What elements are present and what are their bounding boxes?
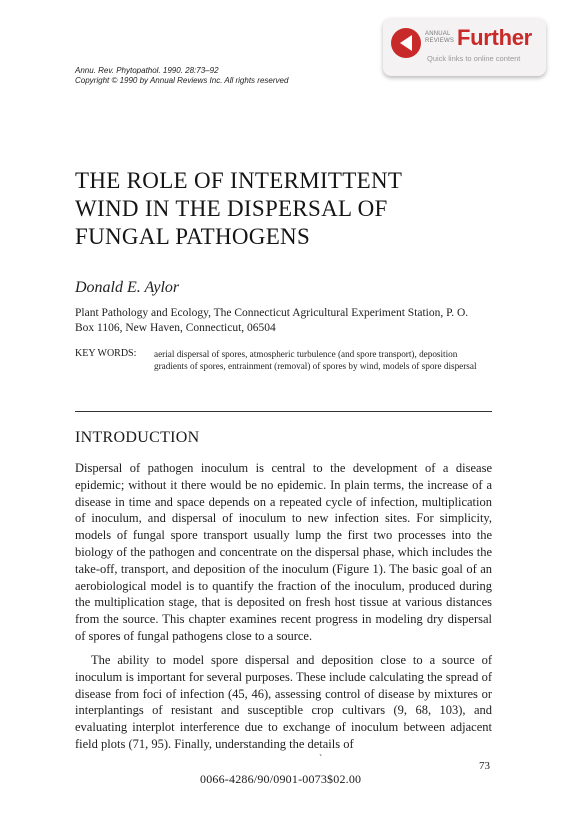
citation <box>75 66 288 86</box>
badge-small-line2: REVIEWS <box>425 38 455 44</box>
divider <box>75 411 492 412</box>
footer-mark: ` <box>319 754 323 765</box>
affiliation <box>75 306 495 336</box>
badge-tagline: Quick links to online content <box>427 54 521 63</box>
further-badge[interactable] <box>383 18 546 76</box>
title-line3: FUNGAL PATHOGENS <box>75 224 311 249</box>
keywords-label: KEY WORDS: <box>75 348 137 359</box>
article-title <box>75 167 495 251</box>
issn-code: 0066-4286/90/0901-0073$02.00 <box>200 772 362 786</box>
section-heading: INTRODUCTION <box>75 429 200 446</box>
badge-small-line1: ANNUAL <box>425 31 451 37</box>
affiliation-line1: Plant Pathology and Ecology, The Connecticut Agricultural Experiment Station, P. O. <box>75 307 469 319</box>
citation-line1: Annu. Rev. Phytopathol. 1990. 28:73–92 <box>75 66 219 75</box>
page-number: 73 <box>479 760 490 772</box>
body-paragraph-2: The ability to model spore dispersal and deposition close to a source of inoculum is important for several purposes. These include calculating the spread of disease from foci of infection (45, 46), assessing control of disease by mixtures or interplantings of resistant and susceptible crop cultivars (9, 68, 103), and evaluating interplot interference due to exchange of inoculum between adjacent field plots (71, 95). Finally, understanding the details of <box>75 653 492 751</box>
badge-word: Further <box>457 25 532 50</box>
badge-small-text <box>425 31 454 45</box>
keywords-text: aerial dispersal of spores, atmospheric turbulence (and spore transport), deposition gradients of spores, entrainment (removal) of spores by wind, models of spore dispersal <box>154 349 477 371</box>
title-line2: WIND IN THE DISPERSAL OF <box>75 196 388 221</box>
author: Donald E. Aylor <box>75 279 180 296</box>
arrow-left-icon <box>391 28 421 58</box>
citation-line2: Copyright © 1990 by Annual Reviews Inc. All rights reserved <box>75 76 289 85</box>
affiliation-line2: Box 1106, New Haven, Connecticut, 06504 <box>75 322 276 334</box>
title-line1: THE ROLE OF INTERMITTENT <box>75 168 403 193</box>
body-paragraph-1: Dispersal of pathogen inoculum is central to the development of a disease epidemic; without it there would be no epidemic. In plain terms, the increase of a disease in time and space depends on a repeated cycle of infection, multiplication of inoculum, and dispersal of inoculum to new infection sites. For simplicity, models of fungal spore transport usually lump the first two processes into the biology of the pathogen and concentrate on the dispersal phase, which includes the take-off, transport, and deposition of the inoculum (Figure 1). The basic goal of an aerobiological model is to quantify the fraction of the inoculum, produced during the multiplication stage, that is deposited on fresh host tissue at various distances from the source. This chapter examines recent progress in modeling dry dispersal of spores of fungal pathogens close to a source. <box>75 461 492 643</box>
